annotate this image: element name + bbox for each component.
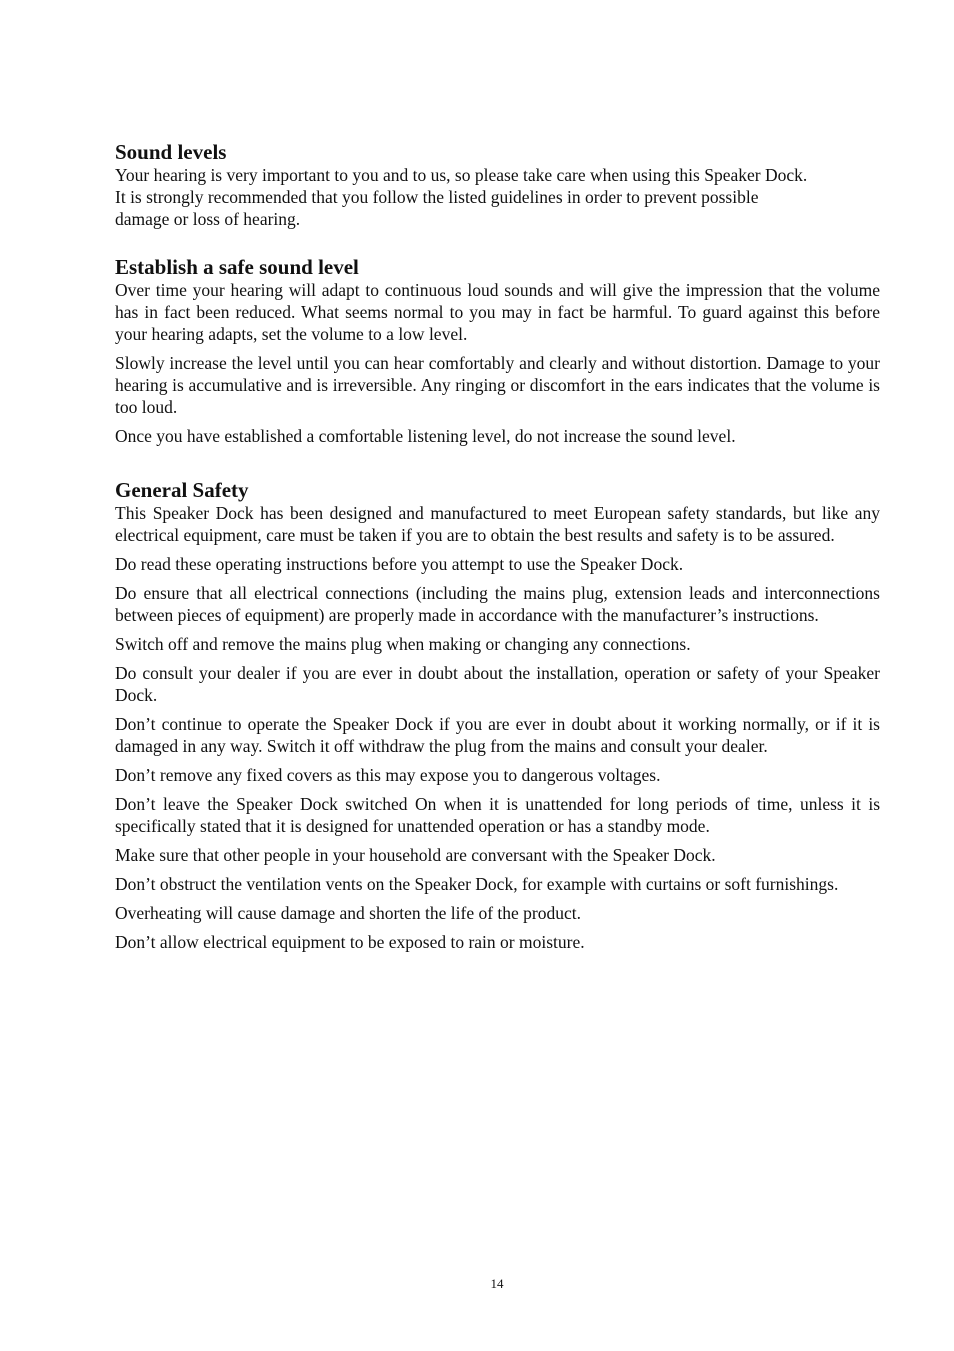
section-heading: General Safety: [115, 478, 249, 502]
paragraph: Do consult your dealer if you are ever in doubt about the installation, operation or safety of your Speaker Dock.: [115, 663, 880, 705]
paragraph: This Speaker Dock has been designed and manufactured to meet European safety standards, but like any electrical equipment, care must be taken if you are to obtain the best results and safety is to be assured.: [115, 503, 880, 545]
paragraph: Overheating will cause damage and shorten the life of the product.: [115, 903, 582, 923]
paragraph: Slowly increase the level until you can hear comfortably and clearly and without distortion. Damage to your hearing is accumulative and is irreversible. Any ringing or discomfort in the ears indicates that the volume is too loud.: [115, 353, 880, 417]
paragraph: Do ensure that all electrical connections (including the mains plug, extension leads and interconnections between pieces of equipment) are properly made in accordance with the manufacturer’s instructions.: [115, 583, 880, 625]
page-number: 14: [490, 1276, 504, 1291]
paragraph: Don’t allow electrical equipment to be exposed to rain or moisture.: [115, 932, 585, 952]
paragraph: Your hearing is very important to you and to us, so please take care when using this Speaker Dock. It is strongly recommended that you follow the listed guidelines in order to prevent possible damage or loss of hearing.: [115, 165, 808, 229]
document-page: [115, 140, 880, 953]
paragraph: Switch off and remove the mains plug when making or changing any connections.: [115, 634, 691, 654]
paragraph: Over time your hearing will adapt to continuous loud sounds and will give the impression that the volume has in fact been reduced. What seems normal to you may in fact be harmful. To guard against this before your hearing adapts, set the volume to a low level.: [115, 280, 880, 344]
paragraph: Don’t continue to operate the Speaker Dock if you are ever in doubt about it working normally, or if it is damaged in any way. Switch it off withdraw the plug from the mains and consult your dealer.: [115, 714, 880, 756]
section-general-safety: [115, 478, 880, 953]
paragraph: Don’t obstruct the ventilation vents on the Speaker Dock, for example with curtains or soft furnishings.: [115, 874, 839, 894]
section-sound-levels: [115, 140, 880, 230]
section-heading: Establish a safe sound level: [115, 255, 359, 279]
paragraph: Don’t leave the Speaker Dock switched On when it is unattended for long periods of time, unless it is specifically stated that it is designed for unattended operation or has a standby mode.: [115, 794, 880, 836]
paragraph: Make sure that other people in your household are conversant with the Speaker Dock.: [115, 845, 716, 865]
paragraph: Once you have established a comfortable listening level, do not increase the sound level.: [115, 426, 736, 446]
section-establish-safe-sound-level: [115, 255, 880, 447]
section-heading: Sound levels: [115, 140, 227, 164]
paragraph: Do read these operating instructions before you attempt to use the Speaker Dock.: [115, 554, 684, 574]
paragraph: Don’t remove any fixed covers as this may expose you to dangerous voltages.: [115, 765, 661, 785]
